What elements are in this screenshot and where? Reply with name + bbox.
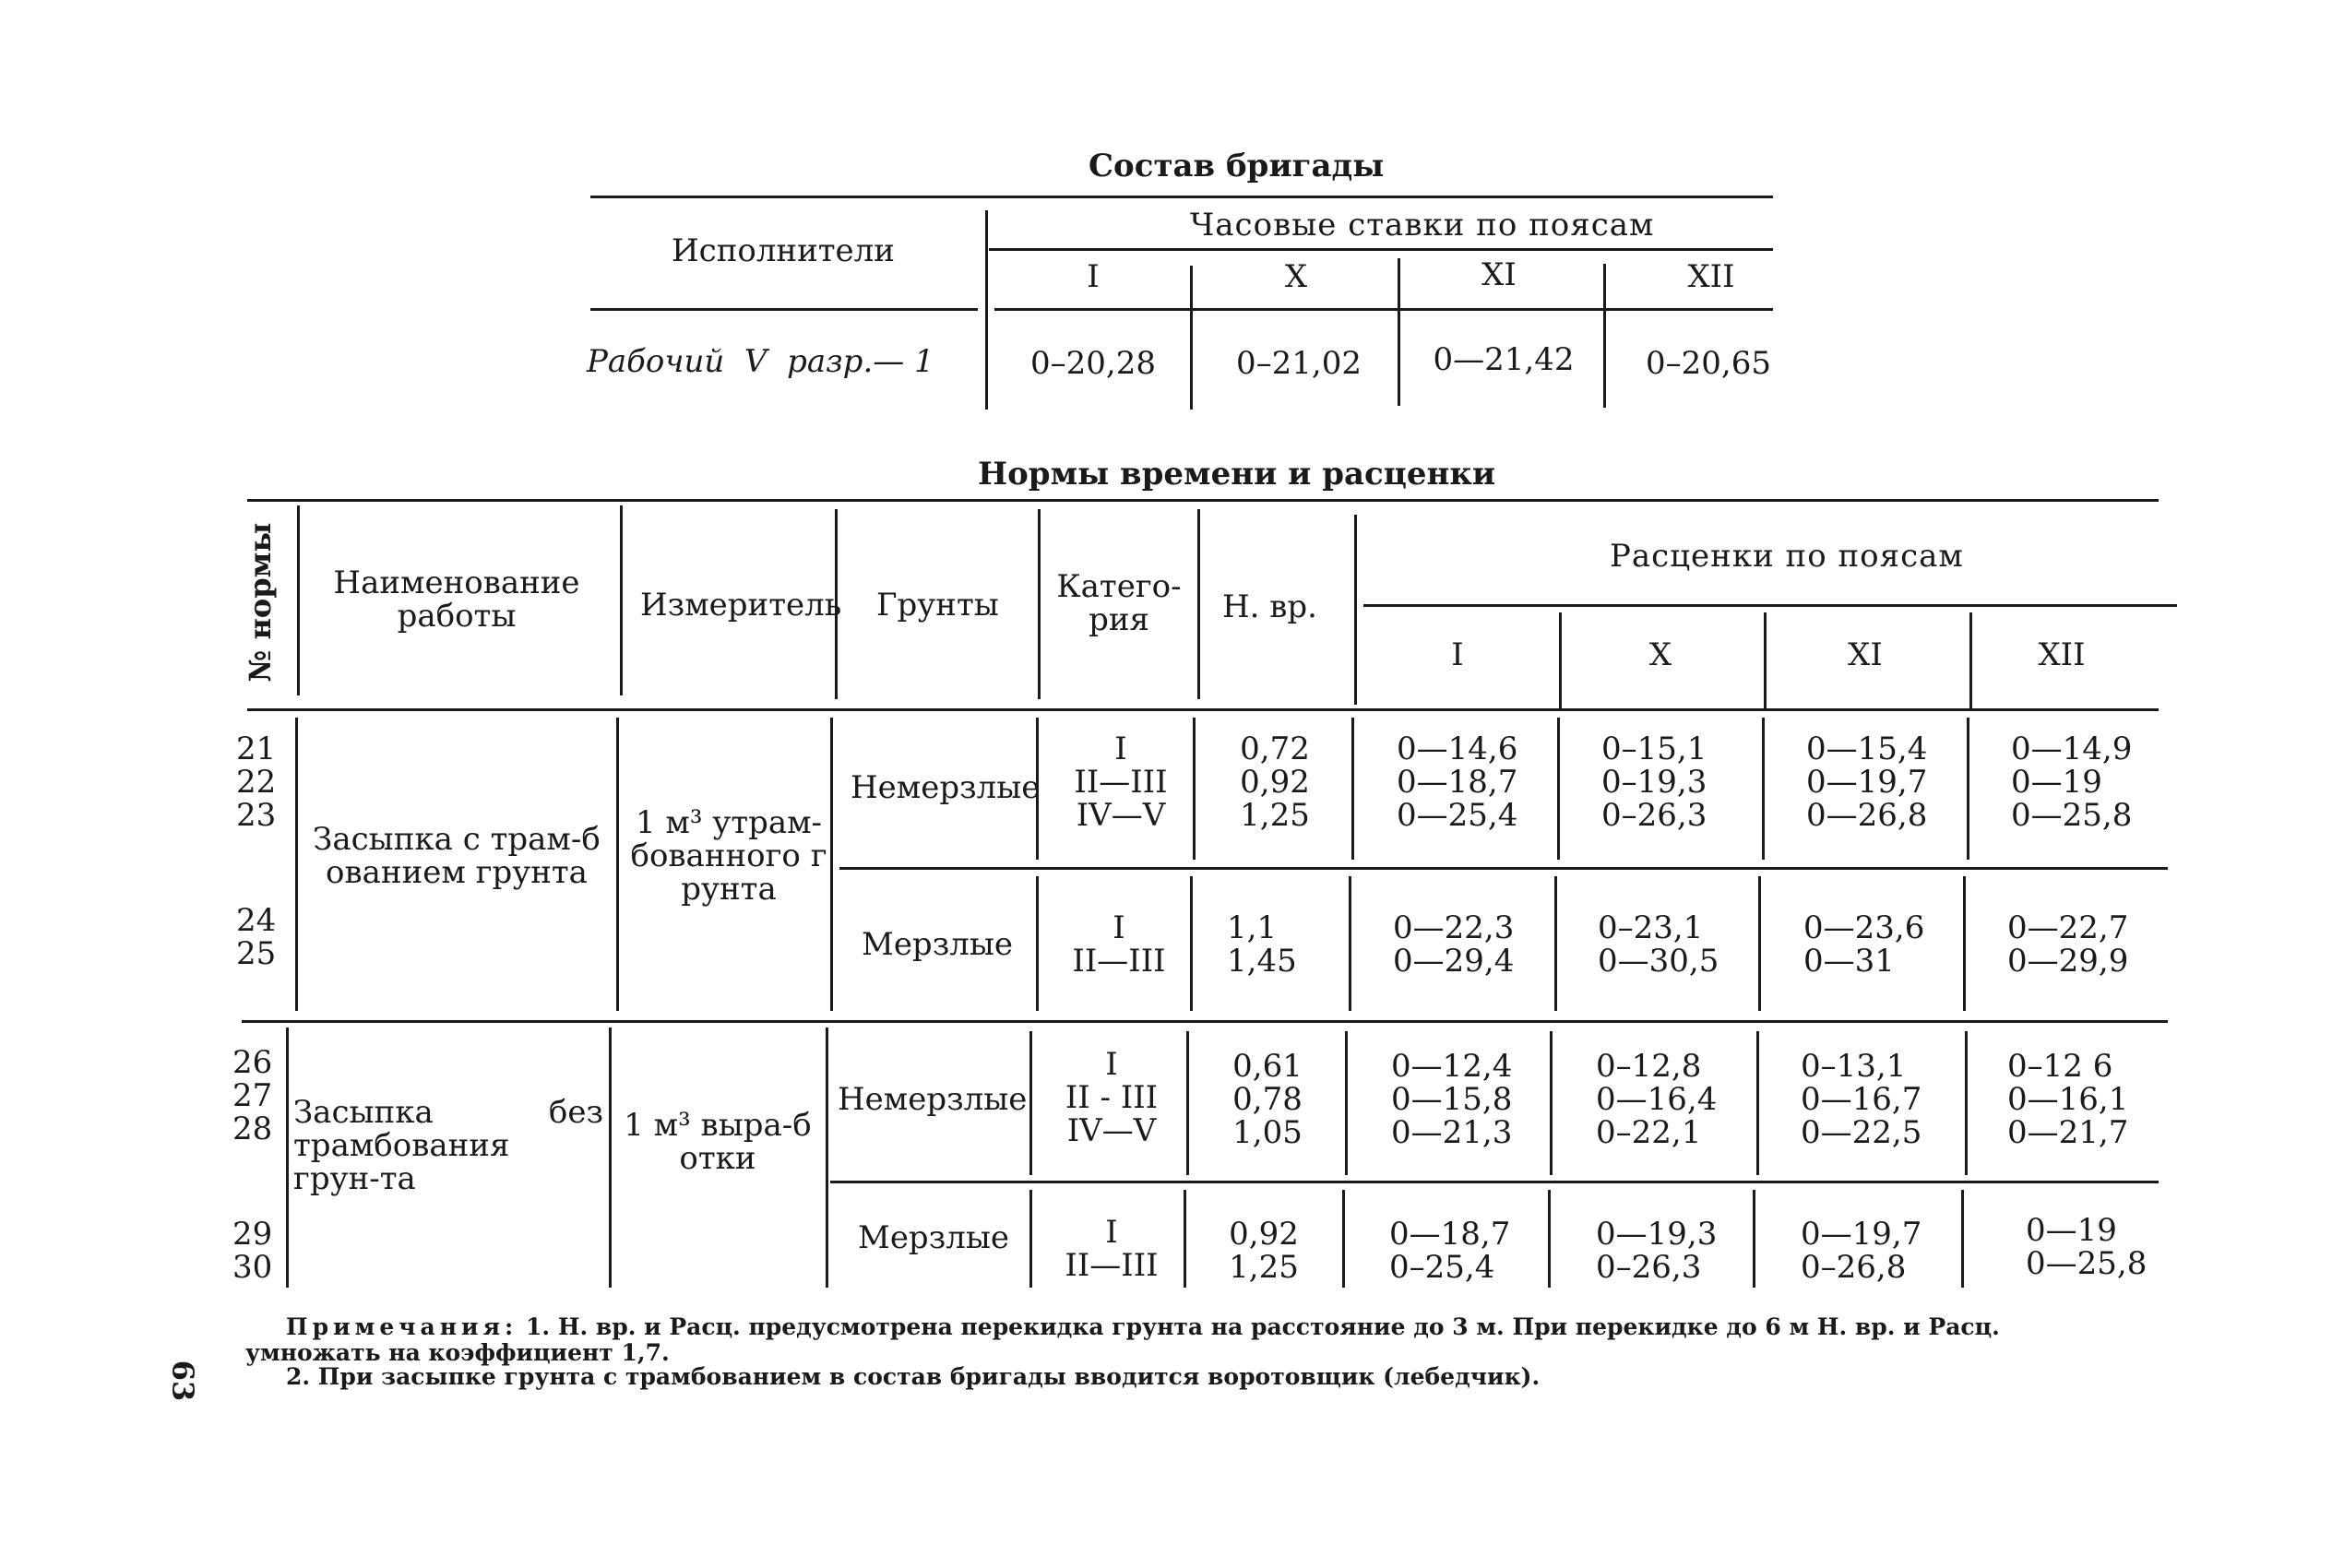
price-value: 0—14,6 <box>1397 731 1518 767</box>
header-hvr: Н. вр. <box>1222 588 1317 625</box>
header-work-name: Наименование работы <box>333 564 580 635</box>
crew-zone-header: XI <box>1481 256 1517 293</box>
soil-type: Мерзлые <box>862 926 1014 963</box>
hvr-value: 0,72 <box>1240 731 1310 767</box>
header-prices: Расценки по поясам <box>1610 538 1964 575</box>
norm-number: 25 <box>236 935 277 972</box>
hvr-value: 0,92 <box>1229 1216 1299 1253</box>
category: IV—V <box>1066 1112 1157 1149</box>
hvr-value: 1,25 <box>1240 797 1310 834</box>
price-value: 0—21,7 <box>2007 1114 2129 1151</box>
price-value: 0—16,1 <box>2007 1081 2129 1118</box>
hvr-value: 0,61 <box>1232 1048 1303 1085</box>
category: II - III <box>1065 1079 1159 1116</box>
soil-type: Немерзлые <box>851 769 1041 806</box>
norm-number: 22 <box>236 764 277 801</box>
header-category: Катего-рия <box>1056 568 1182 638</box>
price-value: 0—15,8 <box>1391 1081 1513 1118</box>
work-unit: 1 м³ выра-ботки <box>624 1107 812 1177</box>
price-value: 0—18,7 <box>1389 1216 1511 1253</box>
norm-number: 28 <box>232 1111 273 1147</box>
hvr-value: 1,05 <box>1232 1114 1303 1151</box>
crew-zone-header: I <box>1087 258 1100 295</box>
norm-number: 24 <box>236 902 277 939</box>
crew-rate: 0–20,65 <box>1646 345 1771 382</box>
price-value: 0—29,9 <box>2007 943 2129 980</box>
hvr-value: 1,25 <box>1229 1249 1299 1286</box>
category: II—III <box>1074 764 1168 801</box>
notes-line: 2. При засыпке грунта с трамбованием в состав бригады вводится воротовщик (лебедчик). <box>286 1363 1541 1390</box>
price-value: 0–25,4 <box>1389 1249 1495 1286</box>
price-value: 0—23,6 <box>1803 909 1925 946</box>
category: II—III <box>1072 943 1166 980</box>
price-value: 0–23,1 <box>1598 909 1704 946</box>
soil-type: Немерзлые <box>838 1081 1028 1118</box>
hvr-value: 0,78 <box>1232 1081 1303 1118</box>
price-value: 0—22,7 <box>2007 909 2129 946</box>
price-value: 0—18,7 <box>1397 764 1518 801</box>
norm-number: 27 <box>232 1077 273 1114</box>
price-value: 0—19 <box>2026 1212 2117 1249</box>
category: IV—V <box>1076 797 1166 834</box>
crew-rate: 0—21,42 <box>1433 341 1575 378</box>
price-value: 0–19,3 <box>1601 764 1707 801</box>
work-name: Засыпка без трамбования грун-та <box>293 1094 603 1197</box>
price-value: 0—21,3 <box>1391 1114 1513 1151</box>
price-value: 0—29,4 <box>1393 943 1515 980</box>
crew-worker: Рабочий V разр.— 1 <box>587 343 934 380</box>
norm-number: 21 <box>236 731 277 767</box>
page-number: 63 <box>165 1360 201 1402</box>
price-value: 0—16,4 <box>1596 1081 1718 1118</box>
category: I <box>1105 1214 1118 1251</box>
price-value: 0—19,7 <box>1806 764 1928 801</box>
category: I <box>1105 1046 1118 1083</box>
price-value: 0—16,7 <box>1801 1081 1922 1118</box>
price-value: 0–26,3 <box>1596 1249 1702 1286</box>
soil-type: Мерзлые <box>858 1219 1010 1256</box>
header-norm-number: № нормы <box>243 522 278 683</box>
price-value: 0—19,3 <box>1596 1216 1718 1253</box>
category: I <box>1112 909 1125 946</box>
price-value: 0—15,4 <box>1806 731 1928 767</box>
crew-header-performers: Исполнители <box>672 232 895 269</box>
hvr-value: 1,45 <box>1227 943 1297 980</box>
price-value: 0—30,5 <box>1598 943 1719 980</box>
price-value: 0—31 <box>1803 943 1895 980</box>
category: II—III <box>1065 1247 1159 1284</box>
norms-title: Нормы времени и расценки <box>978 456 1496 493</box>
crew-header-rates: Часовые ставки по поясам <box>1190 207 1655 244</box>
norm-number: 30 <box>232 1249 273 1286</box>
price-value: 0–12 6 <box>2007 1048 2113 1085</box>
norm-number: 23 <box>236 797 277 834</box>
price-value: 0—22,5 <box>1801 1114 1922 1151</box>
crew-zone-header: X <box>1284 258 1308 295</box>
header-zone: XII <box>2038 636 2086 673</box>
price-value: 0—25,8 <box>2011 797 2133 834</box>
norm-number: 29 <box>232 1216 273 1253</box>
header-unit: Измеритель <box>640 587 842 624</box>
hvr-value: 0,92 <box>1240 764 1310 801</box>
price-value: 0—25,4 <box>1397 797 1518 834</box>
crew-zone-header: XII <box>1687 258 1735 295</box>
price-value: 0–12,8 <box>1596 1048 1702 1085</box>
work-unit: 1 м³ утрам-бованного грунта <box>630 804 827 908</box>
price-value: 0—19 <box>2011 764 2102 801</box>
notes-line: умножать на коэффициент 1,7. <box>245 1339 670 1366</box>
price-value: 0–22,1 <box>1596 1114 1702 1151</box>
price-value: 0–26,3 <box>1601 797 1707 834</box>
price-value: 0–26,8 <box>1801 1249 1907 1286</box>
price-value: 0–15,1 <box>1601 731 1707 767</box>
notes-label: Примечания: <box>286 1313 518 1340</box>
category: I <box>1114 731 1127 767</box>
norm-number: 26 <box>232 1044 273 1081</box>
price-value: 0—19,7 <box>1801 1216 1922 1253</box>
crew-rate: 0–21,02 <box>1236 345 1362 382</box>
work-name: Засыпка с трам-бованием грунта <box>313 821 601 891</box>
header-zone: X <box>1648 636 1672 673</box>
price-value: 0—12,4 <box>1391 1048 1513 1085</box>
header-soil: Грунты <box>876 587 999 624</box>
price-value: 0–13,1 <box>1801 1048 1907 1085</box>
price-value: 0—25,8 <box>2026 1245 2148 1282</box>
crew-rate: 0–20,28 <box>1030 345 1156 382</box>
hvr-value: 1,1 <box>1227 909 1278 946</box>
header-zone: XI <box>1848 636 1883 673</box>
crew-title: Состав бригады <box>1089 148 1385 184</box>
notes-line: 1. Н. вр. и Расц. предусмотрена перекидка грунта на расстояние до 3 м. При перекидке до 6 м Н. вр. и Расц. <box>526 1313 2000 1340</box>
price-value: 0—26,8 <box>1806 797 1928 834</box>
price-value: 0—14,9 <box>2011 731 2133 767</box>
price-value: 0—22,3 <box>1393 909 1515 946</box>
header-zone: I <box>1451 636 1464 673</box>
